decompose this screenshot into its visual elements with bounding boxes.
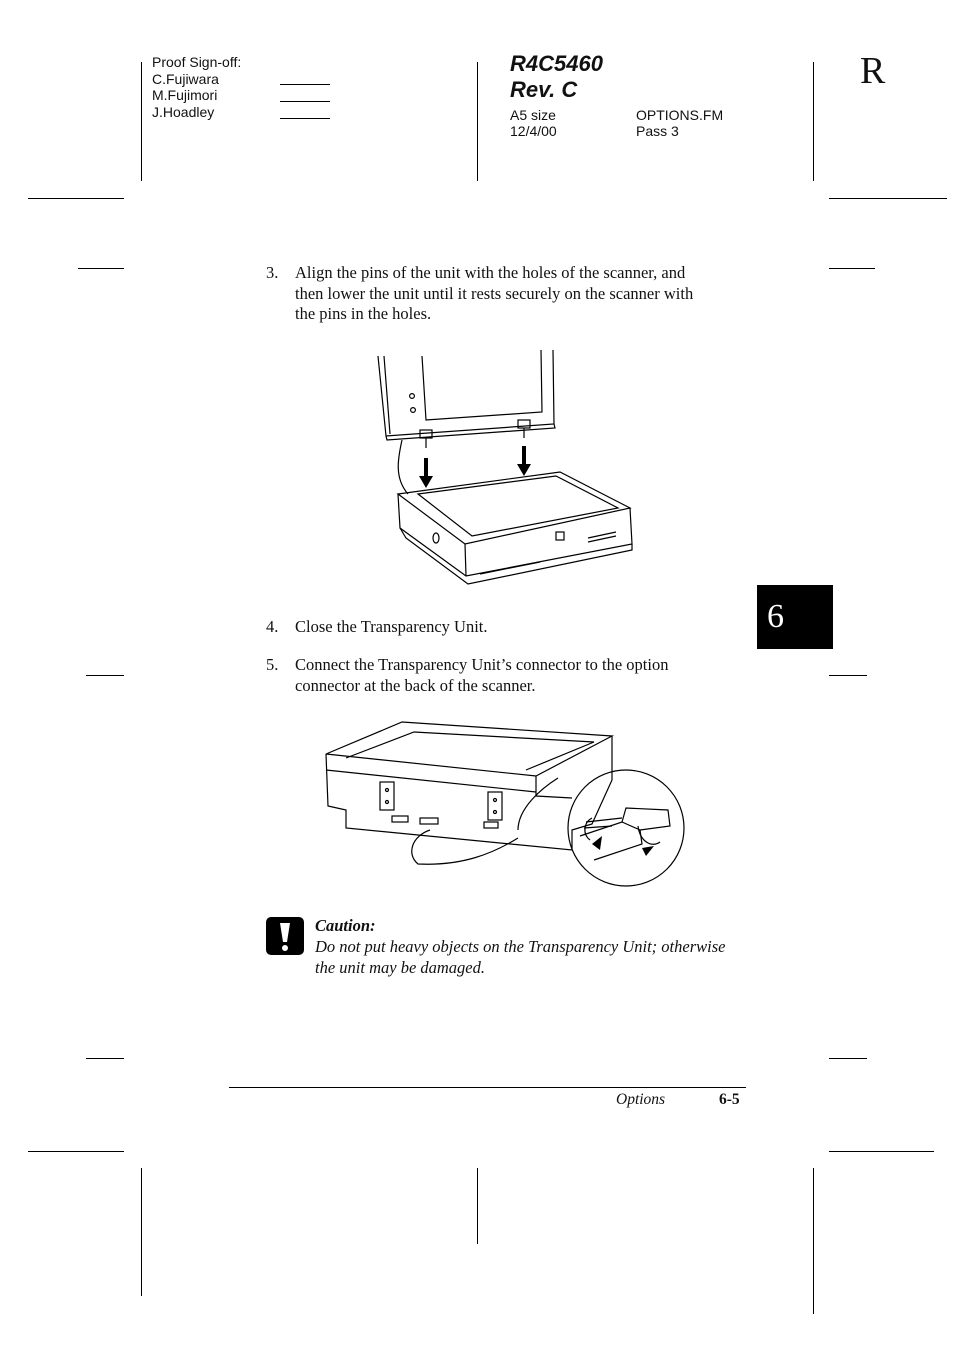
step-line: Align the pins of the unit with the holes of the scanner, and [295,263,686,282]
step-text [295,655,668,696]
step-text [295,263,693,325]
doc-size: A5 size [510,107,556,123]
chapter-number: 6 [767,598,784,635]
caution-line: Do not put heavy objects on the Transparency Unit; otherwise [315,937,726,956]
signature-line [280,101,330,102]
step-number: 5. [266,655,279,674]
crop-mark [28,198,124,199]
step-line: the pins in the holes. [295,304,432,323]
crop-mark [829,268,875,269]
caution-text [315,937,725,978]
crop-mark [477,62,478,181]
signer-name: C.Fujiwara [152,70,219,87]
signature-line [280,84,330,85]
step-number: 3. [266,263,279,282]
crop-mark [28,1151,124,1152]
crop-mark [813,62,814,181]
connector-illustration [322,718,690,890]
signoff-title: Proof Sign-off: [152,54,242,70]
caution-line: the unit may be damaged. [315,957,486,977]
crop-mark [141,1168,142,1296]
step-line: then lower the unit until it rests securely on the scanner with [295,283,694,303]
signature-line [280,118,330,119]
chapter-tab [757,585,833,649]
step-line: connector at the back of the scanner. [295,675,536,695]
page-number: 6-5 [719,1091,740,1108]
crop-mark [477,1168,478,1244]
signer-name: J.Hoadley [152,103,215,120]
crop-mark [829,675,867,676]
step-number: 4. [266,617,279,636]
step-line: Connect the Transparency Unit’s connector to the option [295,655,669,674]
corner-letter: R [860,50,886,92]
crop-mark [813,1168,814,1314]
step-text: Close the Transparency Unit. [295,617,488,636]
caution-icon [266,917,304,955]
crop-mark [829,1151,934,1152]
footer-rule [229,1087,746,1088]
scanner-pins-illustration [370,348,640,590]
signer-name: M.Fujimori [152,87,218,103]
crop-mark [829,1058,867,1059]
crop-mark [86,675,124,676]
crop-mark [829,198,947,199]
doc-revision: Rev. C [510,77,578,102]
doc-filename: OPTIONS.FM [636,107,724,123]
footer-section: Options [616,1091,666,1108]
crop-mark [78,268,124,269]
proof-signoff-block [152,54,241,120]
doc-pass: Pass 3 [636,123,679,139]
caution-title: Caution: [315,916,376,935]
crop-mark [86,1058,124,1059]
crop-mark [141,62,142,181]
doc-code: R4C5460 [510,51,603,76]
doc-date: 12/4/00 [510,123,557,139]
